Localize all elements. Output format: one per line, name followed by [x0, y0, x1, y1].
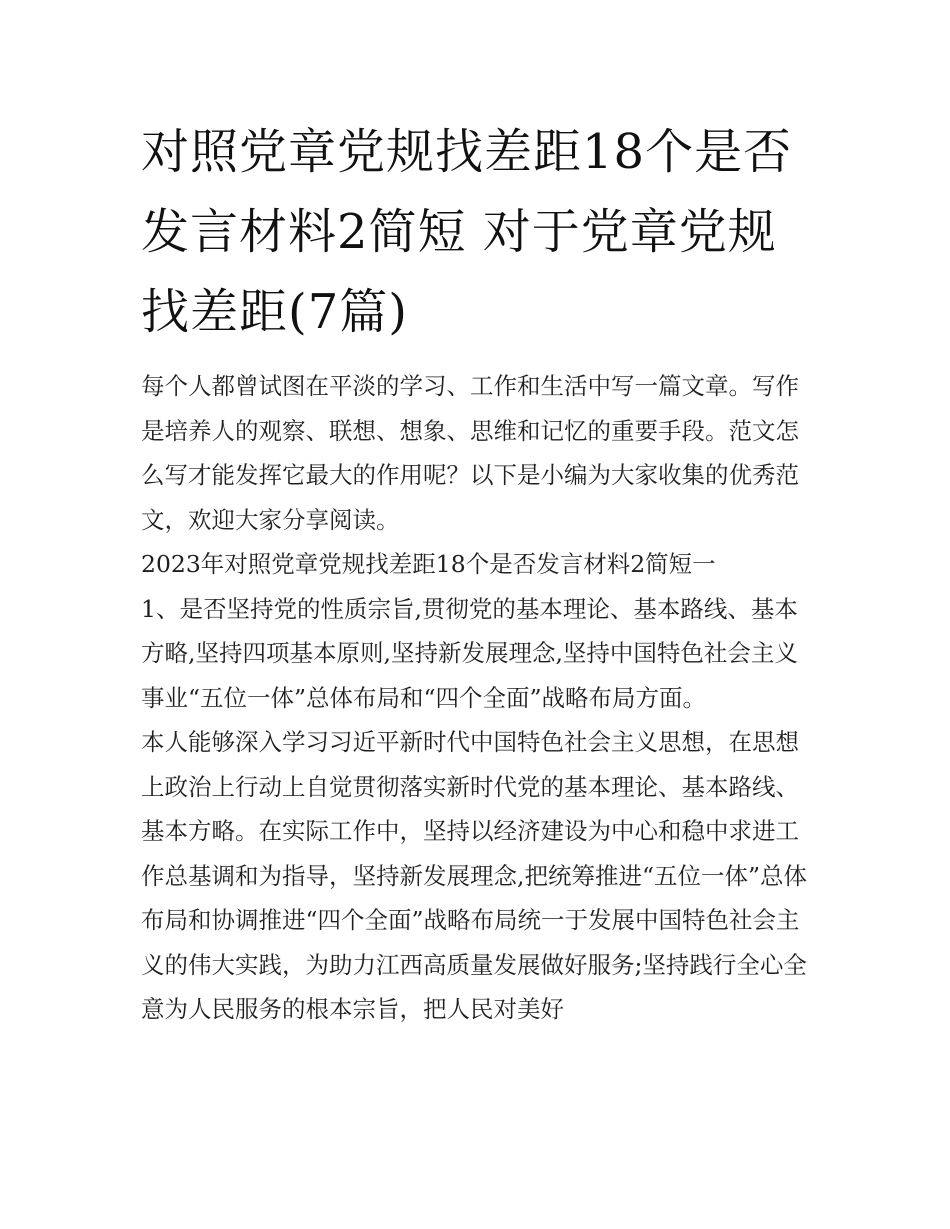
body-paragraph: 本人能够深入学习习近平新时代中国特色社会主义思想，在思想上政治上行动上自觉贯彻落实新时代党的基本理论、基本路线、基本方略。在实际工作中，坚持以经济建设为中心和稳中求进工作总基调和为指导，坚持新发展理念,把统筹推进“五位一体”总体布局和协调推进“四个全面”战略布局统一于发展中国特色社会主义的伟大实践，为助力江西高质量发展做好服务;坚持践行全心全意为人民服务的根本宗旨，把人民对美好	[141, 728, 807, 1023]
document-body	[141, 364, 821, 1032]
body-paragraph: 1、是否坚持党的性质宗旨,贯彻党的基本理论、基本路线、基本方略,坚持四项基本原则,坚持新发展理念,坚持中国特色社会主义事业“五位一体”总体布局和“四个全面”战略布局方面。	[141, 594, 798, 712]
document-title: 对照党章党规找差距18个是否发言材料2简短 对于党章党规找差距(7篇)	[141, 124, 793, 340]
section-heading: 2023年对照党章党规找差距18个是否发言材料2简短一	[141, 550, 716, 578]
document-content	[141, 112, 821, 1032]
intro-paragraph: 每个人都曾试图在平淡的学习、工作和生活中写一篇文章。写作是培养人的观察、联想、想象、思维和记忆的重要手段。范文怎么写才能发挥它最大的作用呢？以下是小编为大家收集的优秀范文，欢迎大家分享阅读。	[141, 372, 799, 534]
